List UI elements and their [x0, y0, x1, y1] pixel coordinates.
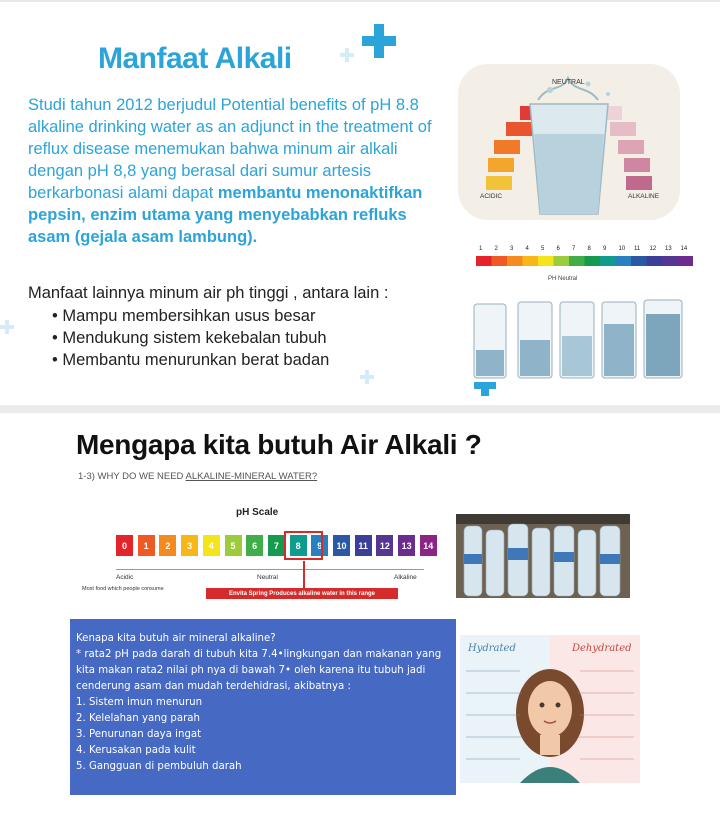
slide-title: Manfaat Alkali [98, 42, 292, 75]
ph-strip-cell-1 [476, 256, 492, 266]
ph-number-13: 13 [665, 246, 672, 252]
ph-cell-11: 11 [355, 535, 372, 556]
ph-cell-10: 10 [333, 535, 350, 556]
ph-number-12: 12 [649, 246, 657, 252]
ph-cell-7: 7 [268, 535, 285, 556]
ph-number-10: 10 [618, 246, 626, 252]
subtitle-link: ALKALINE-MINERAL WATER? [185, 471, 318, 482]
why-alkaline-textbox [70, 619, 456, 795]
ph-cell-8: 8 [290, 535, 307, 556]
ph-strip-cell-7 [569, 256, 585, 266]
ph-strip-cell-11 [631, 256, 647, 266]
slide-divider [0, 405, 720, 413]
glass-ph-graphic [458, 64, 680, 220]
plus-cross-icon [362, 24, 396, 58]
ph-number-6: 6 [556, 246, 560, 252]
ph-strip-cell-4 [523, 256, 539, 266]
effects-list [76, 695, 450, 775]
slide-mengapa-air-alkali [0, 413, 720, 816]
ph-cell-9: 9 [311, 535, 328, 556]
slide-manfaat-alkali [0, 0, 720, 405]
list-item: • Mampu membersihkan usus besar [52, 305, 329, 327]
ph-scale-graphic [468, 240, 700, 382]
ph-number-7: 7 [572, 246, 576, 252]
ph-cell-3: 3 [181, 535, 198, 556]
ph-cell-5: 5 [225, 535, 242, 556]
ph-neutral-label: PH Neutral [548, 276, 578, 282]
ph-number-11: 11 [634, 246, 641, 252]
water-glasses [474, 300, 682, 378]
ph-strip-cell-3 [507, 256, 523, 266]
hydrated-label: Hydrated [468, 643, 516, 654]
list-item: 4. Kerusakan pada kulit [76, 745, 196, 756]
ph-scale-glasses-illustration [468, 240, 700, 382]
benefits-lead: Manfaat lainnya minum air ph tinggi , antara lain : [28, 284, 389, 302]
plus-cross-icon [360, 370, 374, 384]
ph-number-1: 1 [479, 246, 483, 252]
study-paragraph [28, 94, 448, 248]
ph-cell-13: 13 [398, 535, 415, 556]
ph-range-pointer [303, 561, 305, 589]
list-item: • Membantu menurunkan berat badan [52, 349, 329, 371]
ph-strip-cell-10 [616, 256, 632, 266]
neutral-label: NEUTRAL [552, 79, 585, 86]
list-item: 1. Sistem imun menurun [76, 697, 203, 708]
why-explanation: * rata2 pH pada darah di tubuh kita 7.4•lingkungan dan makanan yang kita makan rata2 nilai ph nya di bawah 7• oleh karena itu tubuh jadi cenderung asam dan mudah terdehidrasi, akibatnya : [76, 649, 442, 692]
ph-scale-title: pH Scale [236, 507, 279, 518]
water-bottles-photo [456, 514, 630, 598]
ph-strip-cell-9 [600, 256, 616, 266]
hydrated-dehydrated-illustration [460, 635, 640, 783]
glass-ph-illustration [458, 64, 680, 220]
hydration-graphic [460, 635, 640, 783]
benefits-list [52, 305, 329, 371]
plus-cross-icon [340, 48, 354, 62]
ph-strip-cell-5 [538, 256, 554, 266]
ph-number-14: 14 [680, 246, 688, 252]
ph-cell-2: 2 [159, 535, 176, 556]
acidic-label: ACIDIC [480, 193, 503, 200]
alkaline-label: ALKALINE [628, 193, 660, 200]
ph-strip-cell-12 [647, 256, 663, 266]
ph-range-banner: Envita Spring Produces alkaline water in this range [206, 588, 398, 599]
ph-cell-6: 6 [246, 535, 263, 556]
ph-cell-1: 1 [138, 535, 155, 556]
ph-cell-0: 0 [116, 535, 133, 556]
slide-title: Mengapa kita butuh Air Alkali ? [76, 429, 482, 460]
dehydrated-label: Dehydrated [572, 643, 632, 654]
list-item: • Mendukung sistem kekebalan tubuh [52, 327, 329, 349]
ph-alkaline-label: Alkaline [394, 574, 417, 581]
ph-strip-cell-14 [678, 256, 694, 266]
ph-cell-12: 12 [376, 535, 393, 556]
list-item: 3. Penurunan daya ingat [76, 729, 202, 740]
list-item: 5. Gangguan di pembuluh darah [76, 761, 242, 772]
ph-number-3: 3 [510, 246, 514, 252]
ph-cell-14: 14 [420, 535, 437, 556]
ph-number-9: 9 [603, 246, 607, 252]
ph-footnote: Most food which people consume [82, 586, 164, 592]
ph-scale-figure [76, 503, 446, 603]
study-highlight: membantu menonaktifkan pepsin, enzim utama yang menyebabkan refluks asam (gejala asam lambung). [28, 184, 423, 246]
plus-cross-icon [0, 320, 14, 334]
ph-strip-cell-8 [585, 256, 601, 266]
ph-number-5: 5 [541, 246, 545, 252]
ph-strip-cell-13 [662, 256, 678, 266]
ph-highlight-box [284, 531, 323, 560]
ph-number-8: 8 [587, 246, 591, 252]
list-item: 2. Kelelahan yang parah [76, 713, 200, 724]
ph-strip-cell-6 [554, 256, 570, 266]
ph-acidic-label: Acidic [116, 574, 134, 581]
ph-number-2: 2 [494, 246, 498, 252]
ph-number-4: 4 [525, 246, 529, 252]
subtitle-prefix: 1-3) WHY DO WE NEED [78, 471, 186, 482]
bottles-graphic [456, 514, 630, 598]
slide-subtitle [78, 471, 317, 482]
ph-axis-line [116, 569, 424, 570]
why-question: Kenapa kita butuh air mineral alkaline? [76, 633, 276, 644]
study-text: Studi tahun 2012 berjudul Potential benefits of pH 8.8 alkaline drinking water as an adjunct in the treatment of reflux disease menemukan bahwa minum air alkali dengan pH 8,8 yang berasal dari sumur artesis berkarbonasi alami dapat [28, 96, 432, 202]
ph-strip-cell-2 [492, 256, 508, 266]
ph-neutral-label: Neutral [257, 574, 278, 581]
ph-cell-4: 4 [203, 535, 220, 556]
